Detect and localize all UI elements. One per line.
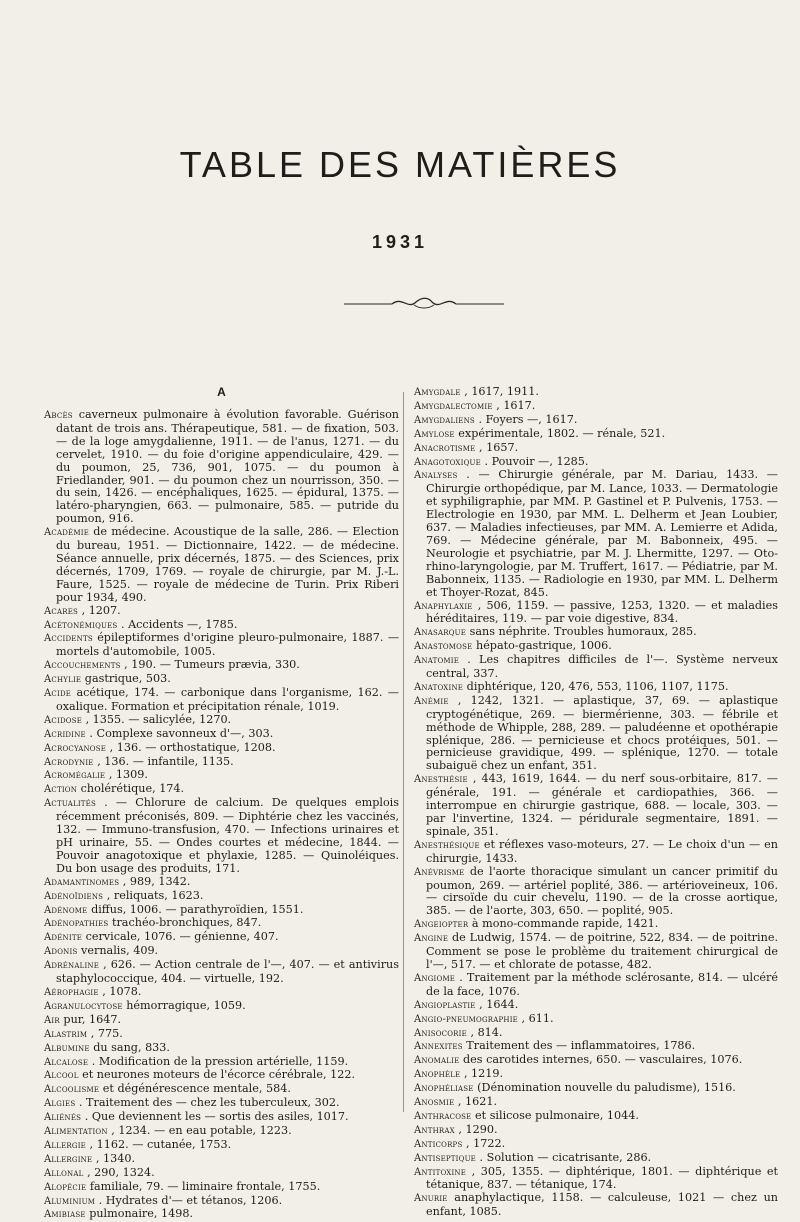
entry-text: , 611. [521,1011,554,1025]
index-entry [414,773,778,839]
entry-heading: Air [44,1014,60,1026]
index-entry [414,1040,778,1054]
entry-heading: Acide [44,688,72,700]
entry-text: de médecine. Acoustique de la salle, 286. — Election du bureau, 1951. — Dictionnaire, 1422. — de médecine. Séance annuelle, prix décernés, 1875. — des Sciences, prix décernés, 1709, 1769. — royale de chirurgie, par M. J.-L. Faure, 1525. — royale de médecine de Turin. Prix Riberi pour 1934, 490. [56,525,399,604]
index-entry [414,695,778,773]
entry-heading: Adénite [44,932,83,944]
index-entry [44,876,399,890]
index-entry [44,931,399,945]
index-entry [44,1139,399,1153]
index-entry [44,959,399,986]
entry-heading: Adamantinomes [44,876,120,888]
entry-heading: Accouchements [44,660,121,672]
entry-heading: Anophéliase [414,1083,474,1095]
index-entry [44,1097,399,1111]
ornamental-rule-icon [344,296,504,310]
entry-text: . Hydrates d'— et tétanos, 1206. [98,1193,283,1207]
entry-text: , 443, 1619, 1644. — du nerf sous-orbitaire, 817. — générale, 191. — générale et cardiopathies, 366. — interrompue en chirurgie gastrique, 688. — locale, 303. — par l'invertine, 1324. — péridurale segmentaire, 1891. — spinale, 351. [426,772,778,838]
index-entry [44,986,399,1000]
entry-heading: Antitoxine [414,1166,467,1178]
index-entry [44,409,399,526]
entry-text: . Traitement des — chez les tuberculeux, 302. [78,1096,340,1110]
index-entry [414,1166,778,1193]
entry-heading: Alcalose [44,1056,89,1068]
entry-text: pulmonaire, 1498. [89,1207,194,1221]
entry-heading: Acridine [44,728,86,740]
entry-heading: Anesthésique [414,839,480,851]
entry-heading: Algies [44,1098,76,1110]
entry-text: cervicale, 1076. — génienne, 407. [85,930,279,944]
entry-heading: Analyses [414,470,458,482]
entry-heading: Anémie [414,695,449,707]
entry-heading: Anesthésie [414,774,468,786]
entry-text: , 1621. [457,1095,498,1109]
entry-text: , 775. [90,1026,123,1040]
entry-heading: Amygdale [414,387,461,398]
index-entry [414,1054,778,1068]
entry-text: , 1355. — salicylée, 1270. [85,712,232,726]
entry-text: . Solution — cicatrisante, 286. [479,1150,652,1164]
entry-text: gastrique, 503. [84,672,171,686]
index-entry [414,1152,778,1166]
index-entry [44,945,399,959]
index-entry [414,932,778,972]
index-entry [414,866,778,919]
entry-heading: Antiseptique [414,1152,476,1164]
entry-text: de l'aorte thoracique simulant un cancer primitif du poumon, 269. — artériel poplité, 386. — artérioveineux, 106. — cirsoïde du cuir chevelu, 1190. — de la crosse aortique, 385. — de l'aorte, 303, 650. — poplité, 905. [426,864,778,918]
entry-heading: Adrénaline [44,960,100,972]
entry-heading: Aluminium [44,1195,96,1207]
entry-heading: Alcoolisme [44,1084,100,1096]
index-list-left [44,409,399,1222]
entry-heading: Adénome [44,904,88,916]
entry-heading: Anticorps [414,1138,463,1150]
index-entry [44,890,399,904]
index-entry [44,526,399,604]
entry-text: du sang, 833. [93,1040,170,1054]
index-entry [414,442,778,456]
entry-text: hémorragique, 1059. [126,998,246,1012]
entry-text: . Pouvoir —, 1285. [484,454,589,468]
entry-heading: Achylie [44,674,82,686]
entry-heading: Anisocorie [414,1027,467,1039]
entry-text: et neurones moteurs de l'écorce cérébrale, 122. [82,1068,356,1082]
entry-text: , 305, 1355. — diphtérique, 1801. — diphtérique et tétanique, 837. — tétanique, 174. [426,1164,779,1192]
entry-heading: Allonal [44,1167,84,1179]
entry-heading: Adonis [44,946,78,958]
entry-heading: Anosmie [414,1097,455,1109]
entry-text: . Accidents —, 1785. [120,617,238,631]
index-entry [414,681,778,695]
entry-text: et silicose pulmonaire, 1044. [475,1108,639,1122]
entry-text: , 1340. [95,1151,135,1165]
entry-heading: Abcès [44,410,73,421]
entry-text: , 190. — Tumeurs prævia, 330. [124,658,300,672]
entry-heading: Alimentation [44,1126,108,1138]
entry-text: Traitement des — inflammatoires, 1786. [466,1039,696,1053]
index-entry [414,999,778,1013]
entry-text: , 814. [470,1025,503,1039]
index-entry [44,1083,399,1097]
entry-text: , 1234. — en eau potable, 1223. [111,1124,292,1138]
column-divider [403,392,404,1112]
entry-text: , 506, 1159. — passive, 1253, 1320. — et maladies héréditaires, 119. — par voie digestive, 834. [426,598,779,626]
entry-heading: Angeiopter [414,919,469,931]
index-entry [414,1013,778,1027]
entry-text: vernalis, 409. [81,944,159,958]
entry-heading: Amylose [414,428,455,440]
entry-heading: Angio-pneumographie [414,1013,518,1025]
entry-text: , 1207. [81,603,121,617]
entry-text: , 1644. [479,997,519,1011]
index-entry [414,1027,778,1041]
entry-heading: Albumine [44,1042,90,1054]
entry-text: hépato-gastrique, 1006. [475,639,612,653]
entry-text: , 626. — Action centrale de l'—, 407. — et antivirus staphylococcique, 404. — virtuelle, 192. [56,958,399,986]
index-entry [44,797,399,875]
entry-heading: Acrocyanose [44,742,107,754]
index-entry [44,714,399,728]
index-entry [414,414,778,428]
entry-text: (Dénomination nouvelle du paludisme), 1516. [477,1081,736,1095]
index-entry [44,728,399,742]
entry-heading: Accidents [44,633,93,645]
index-entry [414,428,778,442]
entry-heading: Action [44,784,78,796]
entry-heading: Anatomie [414,655,460,667]
index-list-right [414,386,778,1219]
index-entry [44,687,399,714]
entry-text: , 136. — orthostatique, 1208. [109,740,276,754]
index-entry [44,605,399,619]
entry-heading: Aliénés [44,1112,82,1124]
entry-heading: Anacrotisme [414,442,476,454]
index-entry [414,1068,778,1082]
entry-heading: Amibiase [44,1209,86,1221]
section-letter: A [217,385,226,399]
index-entry [44,673,399,687]
entry-text: à mono-commande rapide, 1421. [471,917,659,931]
entry-heading: Anasarque [414,627,467,639]
index-entry [414,400,778,414]
index-entry [44,742,399,756]
entry-text: . — Chlorure de calcium. De quelques emplois récemment préconisés, 809. — Diphtérie chez les vaccinés, 132. — Immuno-transfusion, 470. — Infections urinaires et pH urinaire, 55. — Ondes courtes et médecine, 1844. — Pouvoir anagotoxique et phylaxie, 1285. — Quinoléiques. Du bon usage des produits, 171. [56,796,399,875]
entry-text: et réflexes vaso-moteurs, 27. — Le choix d'un — en chirurgie, 1433. [426,837,778,865]
index-entry [414,1192,778,1219]
entry-heading: Angine [414,933,449,945]
entry-text: , 1290. [458,1122,498,1136]
entry-heading: Acrodynie [44,756,94,768]
entry-heading: Anévrisme [414,866,465,878]
entry-heading: Acares [44,605,79,617]
index-entry [44,1181,399,1195]
index-entry [44,1042,399,1056]
index-entry [414,1110,778,1124]
entry-text: , 1309. [108,768,148,782]
page-title: TABLE DES MATIÈRES [179,144,621,185]
index-entry [414,386,778,400]
entry-text: épileptiformes d'origine pleuro-pulmonaire, 1887. — mortels d'automobile, 1005. [56,631,400,659]
entry-text: cholérétique, 174. [80,782,185,796]
entry-text: . Modification de la pression artérielle, 1159. [91,1054,349,1068]
year-heading: 1931 [371,232,429,252]
index-entry [414,654,778,681]
entry-heading: Acétonémiques [44,619,118,631]
entry-text: , 1219. [463,1067,504,1081]
entry-heading: Aérophagie [44,986,99,998]
entry-heading: Amygdalectomie [414,400,493,412]
entry-text: , 1617. [496,398,536,412]
index-entry [414,918,778,932]
entry-heading: Angiome [414,972,456,984]
index-entry [44,1000,399,1014]
index-entry [44,632,399,659]
index-entry [44,783,399,797]
entry-text: , 1722. [466,1136,506,1150]
entry-text: . Foyers —, 1617. [478,412,578,426]
index-entry [44,1208,399,1222]
entry-heading: Anastomose [414,641,473,653]
entry-text: sans néphrite. Troubles humoraux, 285. [469,625,697,639]
entry-text: pur, 1647. [63,1012,122,1026]
index-entry [414,1096,778,1110]
index-entry [44,904,399,918]
entry-heading: Adénoïdiens [44,890,104,902]
entry-heading: Anatoxine [414,681,464,693]
entry-heading: Agranulocytose [44,1000,123,1012]
index-entry [44,1056,399,1070]
entry-heading: Anthrax [414,1124,455,1136]
entry-text: , 989, 1342. [122,874,191,888]
entry-heading: Anurie [414,1193,448,1205]
entry-heading: Alopécie [44,1181,87,1193]
entry-text: diffus, 1006. — parathyroïdien, 1551. [91,902,304,916]
entry-text: diphtérique, 120, 476, 553, 1106, 1107, 1175. [466,679,729,693]
left-column [44,385,399,1222]
entry-text: . — Chirurgie générale, par M. Dariau, 1433. — Chirurgie orthopédique, par M. Lance, 1033. — Dermatologie et syphiligraphie, par MM. P. Gastinel et P. Pulvenis, 1753. — Electrologie en 1930, par MM. L. Delherm et Jean Loubier, 637. — Maladies infectieuses, par MM. A. Lemierre et Adida, 769. — Médecine générale, par M. Babonneix, 495. — Neurologie et psychiatrie, par M. J. Lhermitte, 1297. — Oto-rhino-laryngologie, par M. Truffert, 1617. — Pédiatrie, par M. Babonneix, 1135. — Radiologie en 1930, par MM. L. Delherm et Thoyer-Rozat, 845. [426,468,778,599]
entry-heading: Anagotoxique [414,456,481,468]
index-entry [414,1124,778,1138]
entry-text: , 1242, 1321. — aplastique, 37, 69. — aplastique cryptogénétique, 269. — biermérienne, 303. — fébrile et méthode de Whipple, 288, 289. — paludéenne et opothérapie splénique, 286. — pernicieuse et chocs protéiques, 501. — pernicieuse gravidique, 499. — splénique, 1270. — totale subaiguë chez un enfant, 351. [426,693,778,773]
index-entry [44,769,399,783]
entry-text: des carotides internes, 650. — vasculaires, 1076. [463,1053,743,1067]
entry-heading: Adénopathies [44,918,109,930]
entry-heading: Amygdaliens [414,414,475,426]
index-entry [44,917,399,931]
entry-text: acétique, 174. — carbonique dans l'organisme, 162. — oxalique. Formation et précipitation rénale, 1019. [56,686,399,713]
entry-heading: Annexites [414,1041,463,1053]
index-entry [44,1028,399,1042]
index-entry [414,456,778,470]
entry-text: . Les chapitres difficiles de l'—. Système nerveux central, 337. [426,653,778,681]
entry-heading: Académie [44,527,89,539]
entry-text: de Ludwig, 1574. — de poitrine, 522, 834. — de poitrine. Comment se pose le problème du traitement chirurgical de l'—, 517. — et chlorate de potasse, 482. [426,931,778,971]
index-entry [414,640,778,654]
index-entry [44,619,399,633]
index-entry [414,839,778,866]
entry-text: , 136. — infantile, 1135. [97,754,234,768]
index-entry [44,756,399,770]
index-entry [44,1125,399,1139]
index-entry [44,1111,399,1125]
entry-text: familiale, 79. — liminaire frontale, 1755. [89,1179,321,1193]
entry-text: caverneux pulmonaire à évolution favorable. Guérison datant de trois ans. Thérapeutique, 581. — de fixation, 503. — de la loge amygdalienne, 1911. — de l'anus, 1271. — du cervelet, 1910. — du foie d'origine appendiculaire, 429. — du poumon, 25, 736, 901, 1075. — du poumon à Friedlander, 901. — du poumon chez un nourrisson, 350. — du sein, 1426. — encéphaliques, 1625. — épidural, 1375. — latéro-pharyngien, 663. — pulmonaire, 585. — putride du poumon, 916. [56,408,400,526]
entry-heading: Anthracose [414,1110,472,1122]
index-entry [414,626,778,640]
index-entry [414,1138,778,1152]
entry-text: , 1162. — cutanée, 1753. [89,1137,232,1151]
entry-heading: Anaphylaxie [414,600,473,612]
index-entry [44,659,399,673]
entry-heading: Allergine [44,1153,93,1165]
index-entry [44,1153,399,1167]
index-entry [44,1069,399,1083]
entry-text: expérimentale, 1802. — rénale, 521. [458,426,666,440]
entry-heading: Alcool [44,1070,79,1082]
entry-heading: Alastrim [44,1028,88,1040]
entry-heading: Anophèle [414,1069,461,1081]
entry-text: anaphylactique, 1158. — calculeuse, 1021 — chez un enfant, 1085. [426,1191,778,1219]
entry-heading: Actualités [44,798,96,810]
entry-heading: Allergie [44,1139,86,1151]
entry-text: . Complexe savonneux d'—, 303. [89,726,274,740]
entry-text: trachéo-bronchiques, 847. [111,916,262,930]
entry-text: , 290, 1324. [87,1165,155,1179]
entry-text: , 1657. [479,440,519,454]
index-entry [44,1014,399,1028]
entry-text: , 1078. [102,984,142,998]
entry-text: , reliquats, 1623. [106,888,204,902]
index-entry [414,1082,778,1096]
entry-text: . Traitement par la méthode sclérosante, 814. — ulcéré de la face, 1076. [426,970,778,998]
entry-text: , 1617, 1911. [464,385,539,398]
index-entry [414,469,778,599]
index-entry [44,1195,399,1209]
index-entry [414,972,778,999]
entry-heading: Anomalie [414,1055,460,1067]
index-entry [414,600,778,627]
entry-text: . Que deviennent les — sortis des asiles, 1017. [84,1110,349,1124]
entry-heading: Acidose [44,714,82,726]
right-column [414,386,778,1219]
entry-text: et dégénérescence mentale, 584. [102,1082,291,1096]
entry-heading: Acromégalie [44,770,106,782]
entry-heading: Angioplastie [414,999,476,1011]
